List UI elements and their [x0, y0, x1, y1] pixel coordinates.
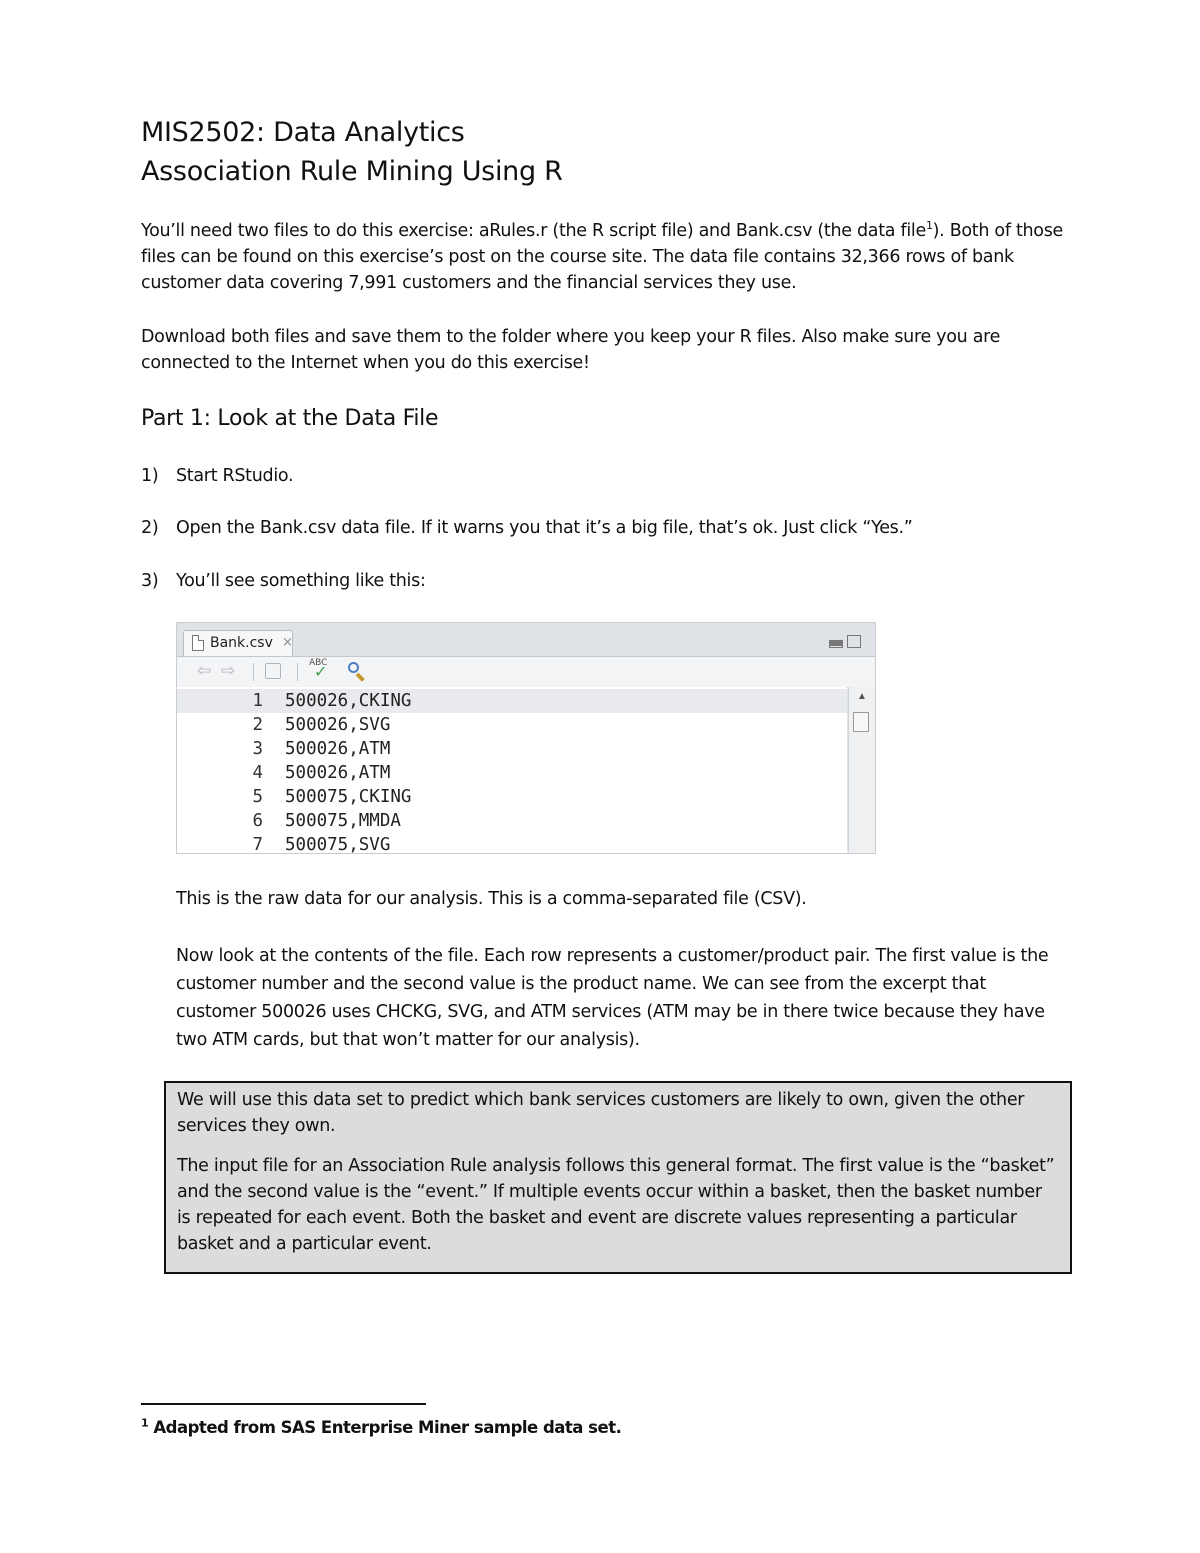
- editor-screenshot: [176, 622, 876, 854]
- document-title: MIS2502: Data Analytics: [141, 117, 465, 148]
- line-number: 6: [252, 811, 263, 831]
- footnote-ref[interactable]: 1: [925, 219, 933, 233]
- step-2: [141, 515, 913, 541]
- magnifier-handle: [356, 673, 365, 682]
- scroll-up-icon[interactable]: ▲: [857, 691, 867, 702]
- minimize-icon[interactable]: [829, 640, 843, 648]
- step-text: Start RStudio.: [176, 466, 294, 486]
- code-line: [177, 761, 847, 785]
- step-number: 2): [141, 518, 159, 538]
- step-3: [141, 568, 426, 594]
- intro-paragraph-1: [141, 218, 1071, 296]
- step-text: Open the Bank.csv data file. If it warns you that it’s a big file, that’s ok. Just click “Yes.”: [176, 518, 913, 538]
- line-number: 4: [252, 763, 263, 783]
- callout-box: [164, 1081, 1072, 1274]
- code-line: [177, 737, 847, 761]
- editor-tab[interactable]: [183, 630, 293, 656]
- line-number: 3: [252, 739, 263, 759]
- line-text: 500026,ATM: [285, 739, 391, 759]
- step-number: 3): [141, 571, 159, 591]
- close-icon[interactable]: ×: [282, 635, 293, 650]
- line-text: 500075,MMDA: [285, 811, 401, 831]
- forward-arrow-icon[interactable]: ⇨: [221, 661, 236, 680]
- line-text: 500026,CKING: [285, 691, 412, 711]
- tab-label: Bank.csv: [210, 635, 273, 651]
- code-line: [177, 833, 847, 854]
- code-line: [177, 785, 847, 809]
- callout-paragraph-2: The input file for an Association Rule analysis follows this general format. The first value is the “basket” and the second value is the “event.” If multiple events occur within a basket, then the basket number is repeated for each event. Both the basket and event are discrete values representing a particular basket and a particular event.: [177, 1156, 1055, 1254]
- footnote-divider: [141, 1403, 426, 1405]
- save-icon[interactable]: [265, 663, 281, 679]
- back-arrow-icon[interactable]: ⇦: [197, 661, 212, 680]
- editor-toolbar: [177, 656, 875, 688]
- part1-heading: Part 1: Look at the Data File: [141, 406, 439, 431]
- code-line: [177, 713, 847, 737]
- step-text: You’ll see something like this:: [176, 571, 426, 591]
- line-text: 500026,SVG: [285, 715, 391, 735]
- footnote-marker: 1: [141, 1416, 149, 1430]
- search-icon[interactable]: [347, 661, 369, 683]
- intro-text-b: ). Both of those files can be found on this exercise’s post on the course site. The data file contains 32,366 rows of bank customer data covering 7,991 customers and the financial services they use.: [141, 221, 1063, 293]
- footnote: [141, 1416, 621, 1440]
- line-number: 7: [252, 835, 263, 854]
- toolbar-separator: [297, 663, 298, 681]
- line-text: 500026,ATM: [285, 763, 391, 783]
- line-number: 5: [252, 787, 263, 807]
- step-1: [141, 463, 293, 489]
- scrollbar-thumb[interactable]: [853, 712, 869, 732]
- line-number: 1: [252, 691, 263, 711]
- code-area[interactable]: [177, 687, 847, 854]
- step-number: 1): [141, 466, 159, 486]
- checkmark-icon: ✓: [314, 664, 328, 681]
- vertical-scrollbar[interactable]: [848, 687, 875, 854]
- footnote-text: Adapted from SAS Enterprise Miner sample data set.: [148, 1418, 622, 1437]
- raw-data-paragraph: This is the raw data for our analysis. This is a comma-separated file (CSV).: [176, 889, 807, 909]
- window-controls: [825, 635, 861, 653]
- line-text: 500075,SVG: [285, 835, 391, 854]
- toolbar-separator: [253, 663, 254, 681]
- code-line: [177, 689, 847, 713]
- maximize-icon[interactable]: [847, 635, 861, 648]
- code-line: [177, 809, 847, 833]
- callout-paragraph-1: We will use this data set to predict which bank services customers are likely to own, given the other services they own.: [177, 1090, 1025, 1136]
- contents-paragraph: Now look at the contents of the file. Each row represents a customer/product pair. The first value is the customer number and the second value is the product name. We can see from the excerpt that customer 500026 uses CHCKG, SVG, and ATM services (ATM may be in there twice because they have two ATM cards, but that won’t matter for our analysis).: [176, 946, 1049, 1050]
- magnifier-lens: [348, 662, 359, 673]
- document-subtitle: Association Rule Mining Using R: [141, 156, 563, 187]
- line-number: 2: [252, 715, 263, 735]
- spellcheck-abc-label: ABC: [309, 658, 328, 668]
- line-text: 500075,CKING: [285, 787, 412, 807]
- intro-text-a: You’ll need two files to do this exercise: aRules.r (the R script file) and Bank.csv (the data file: [141, 221, 926, 241]
- spellcheck-icon[interactable]: [309, 658, 331, 684]
- intro-paragraph-2: Download both files and save them to the folder where you keep your R files. Also make sure you are connected to the Internet when you do this exercise!: [141, 327, 1001, 373]
- file-icon: [192, 635, 204, 651]
